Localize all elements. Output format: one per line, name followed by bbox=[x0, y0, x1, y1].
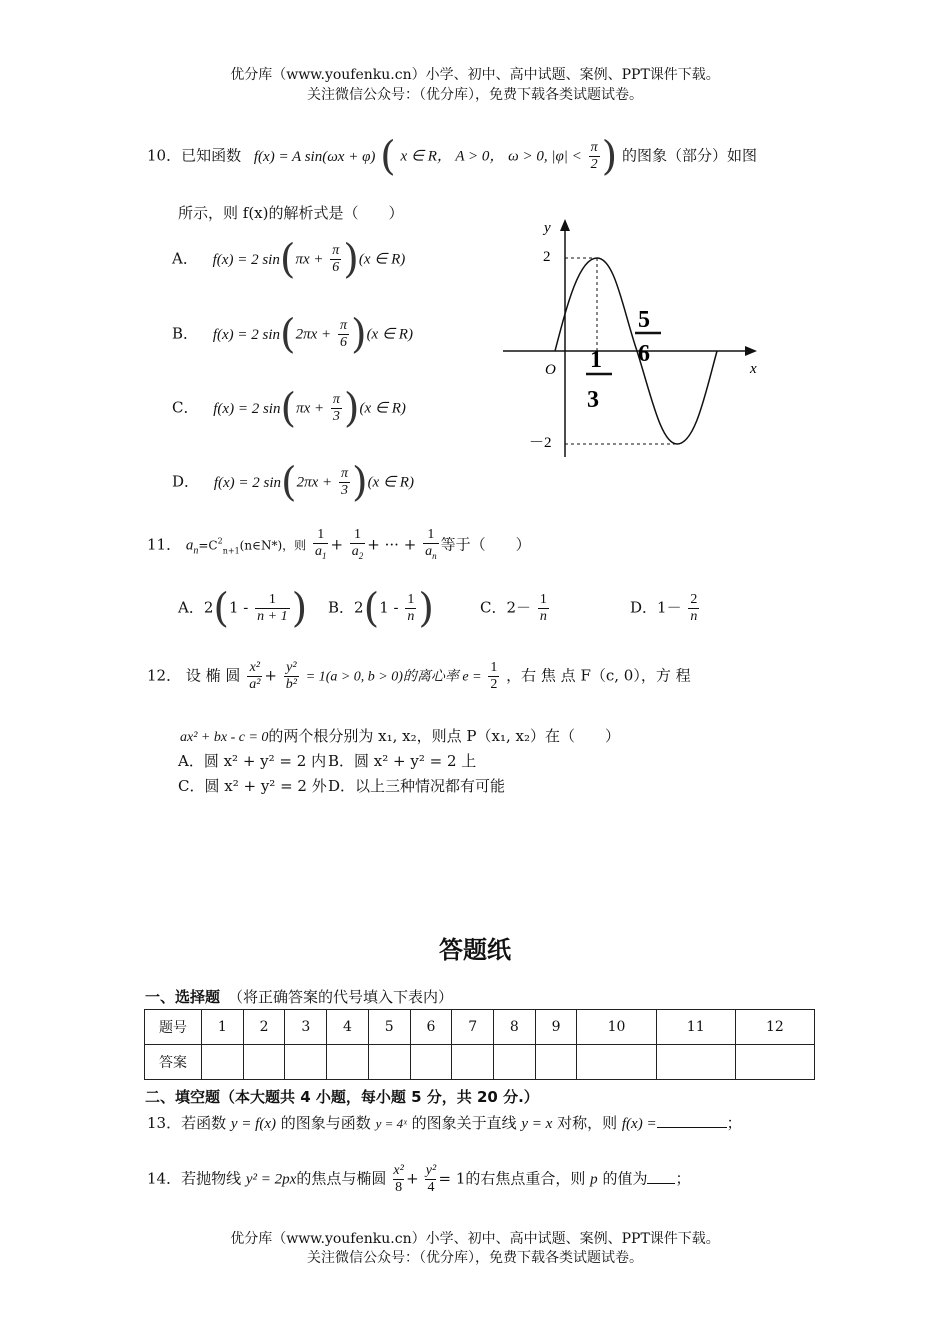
question-12-line-2: ax² + bx - c = 0的两个根分别为 x₁, x₂，则点 P（x₁, x₂）在（ ） bbox=[180, 727, 620, 745]
footer-line-1: 优分库（www.youfenku.cn）小学、初中、高中试题、案例、PPT课件下载。 bbox=[230, 1231, 720, 1247]
q12-option-b[interactable]: B．圆 x² + y² = 2 上 bbox=[328, 752, 477, 770]
answer-cell[interactable] bbox=[535, 1045, 577, 1080]
table-row: 题号 1 2 3 4 5 6 7 8 9 10 11 12 bbox=[145, 1010, 815, 1045]
q11-option-d[interactable]: D．1－ $\frac{2}{n}$ bbox=[630, 592, 698, 624]
answer-blank-13[interactable] bbox=[657, 1127, 727, 1128]
footer-line-2: 关注微信公众号：（优分库），免费下载各类试题试卷。 bbox=[307, 1250, 643, 1266]
x-axis-arrow bbox=[745, 346, 757, 356]
question-number: 14． bbox=[147, 1169, 182, 1188]
q11-option-c[interactable]: C．2－ $\frac{1}{n}$ bbox=[480, 592, 547, 624]
y-axis-arrow bbox=[560, 219, 570, 231]
answer-cell[interactable] bbox=[202, 1045, 244, 1080]
answer-cell[interactable] bbox=[577, 1045, 656, 1080]
question-10-line-2: 所示，则 f(x)的解析式是（ ） bbox=[178, 204, 404, 222]
question-number: 11． bbox=[147, 535, 182, 554]
answer-cell[interactable] bbox=[327, 1045, 369, 1080]
header-line-1: 优分库（www.youfenku.cn）小学、初中、高中试题、案例、PPT课件下载。 bbox=[230, 67, 720, 83]
answer-cell[interactable] bbox=[452, 1045, 494, 1080]
zero-x-num: 5 bbox=[638, 307, 650, 333]
table-row bbox=[145, 1045, 815, 1080]
zero-x-den: 6 bbox=[638, 341, 650, 367]
q10-option-c[interactable]: C． f(x) = 2 sin(πx + $\frac{\pi}{3}$ )(x ∈ R) bbox=[172, 385, 406, 432]
answer-cell[interactable] bbox=[410, 1045, 452, 1080]
question-11-stem: 11． $a_n=C^2_{n+1}(n\in N*)$，则 $\frac{1}{a_1}$ + $\frac{1}{a_2}$ + ··· + $\frac{1}{a_n}$ 等于（ ） bbox=[147, 527, 531, 564]
question-number: 10． bbox=[147, 146, 182, 165]
q10-option-b[interactable]: B． f(x) = 2 sin(2πx + $\frac{\pi}{6}$ )(x ∈ R) bbox=[172, 311, 413, 358]
y-min-label: －2 bbox=[529, 435, 552, 451]
row-label: 答案 bbox=[145, 1045, 202, 1080]
peak-x-num: 1 bbox=[590, 347, 602, 373]
q12-option-c[interactable]: C．圆 x² + y² = 2 外 bbox=[178, 777, 327, 795]
question-number: 13． bbox=[147, 1114, 182, 1132]
row-label: 题号 bbox=[145, 1010, 202, 1045]
header-line-2: 关注微信公众号：（优分库），免费下载各类试题试卷。 bbox=[307, 87, 643, 103]
origin-label: O bbox=[545, 362, 556, 378]
question-12-stem: 12． 设 椭 圆 $\frac{\text{x²}}{\text{a²}}$ + $\frac{\text{y²}}{\text{b²}}$ = 1(a > 0, b > 0)的离心率 e = $\frac{1}{2}$ ，右 焦 点 F（c, 0），方 程 bbox=[147, 660, 691, 692]
q12-option-d[interactable]: D．以上三种情况都有可能 bbox=[328, 777, 506, 795]
answer-cell[interactable] bbox=[285, 1045, 327, 1080]
peak-x-den: 3 bbox=[587, 387, 599, 413]
answer-sheet-title: 答题纸 bbox=[439, 936, 511, 964]
question-10-line-1: 10．已知函数 f(x) = A sin(ωx + φ) ( x ∈ R， A > 0， ω > 0, |φ| < $\frac{\pi}{2}$ ) 的图象（部分）如图 bbox=[147, 133, 757, 180]
sine-graph bbox=[495, 215, 770, 465]
answer-table bbox=[144, 1009, 815, 1080]
q11-option-a[interactable]: A．2(1 - $\frac{1}{n + 1}$ ) bbox=[178, 585, 308, 632]
answer-blank-14[interactable] bbox=[647, 1183, 675, 1184]
q11-option-b[interactable]: B．2(1 - $\frac{1}{n}$ ) bbox=[328, 585, 434, 632]
x-label: x bbox=[750, 361, 757, 377]
q10-option-a[interactable]: A． f(x) = 2 sin(πx + $\frac{\pi}{6}$ )(x ∈ R) bbox=[172, 236, 406, 283]
answer-cell[interactable] bbox=[243, 1045, 285, 1080]
question-14: 14．若抛物线 y² = 2px的焦点与椭圆 $\frac{\text{x²}}{8}$ + $\frac{\text{y²}}{4}$ = 1的右焦点重合，则 p 的值为 ； bbox=[147, 1163, 691, 1195]
section-1-heading: 一、选择题 （将正确答案的代号填入下表内） bbox=[145, 988, 454, 1006]
answer-cell[interactable] bbox=[368, 1045, 410, 1080]
question-number: 12． bbox=[147, 666, 182, 685]
y-max-label: 2 bbox=[543, 249, 551, 265]
answer-cell[interactable] bbox=[656, 1045, 735, 1080]
answer-cell[interactable] bbox=[494, 1045, 536, 1080]
section-2-heading: 二、填空题（本大题共 4 小题，每小题 5 分，共 20 分.） bbox=[145, 1088, 539, 1106]
question-13: 13．若函数 y = f(x) 的图象与函数 y = 4ˣ 的图象关于直线 y = x 对称，则 f(x) = ； bbox=[147, 1114, 742, 1132]
q12-option-a[interactable]: A．圆 x² + y² = 2 内 bbox=[178, 752, 327, 770]
y-label: y bbox=[544, 220, 551, 236]
q10-option-d[interactable]: D． f(x) = 2 sin(2πx + $\frac{\pi}{3}$ )(x ∈ R) bbox=[172, 459, 414, 506]
answer-cell[interactable] bbox=[735, 1045, 814, 1080]
